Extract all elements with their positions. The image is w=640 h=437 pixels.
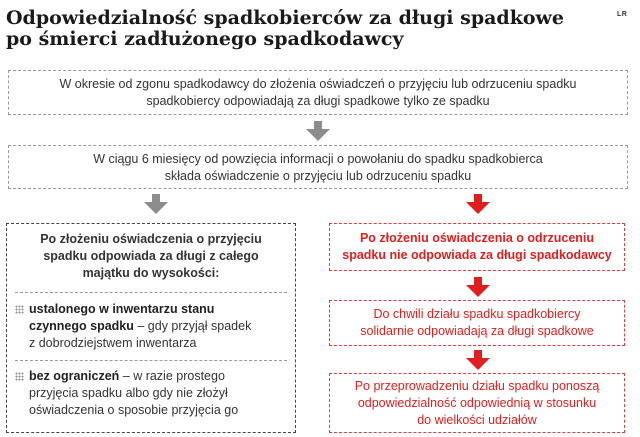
publisher-logo: LR (617, 11, 628, 18)
list-item-unlimited (15, 368, 287, 419)
item1-bold-2: czynnego spadku (29, 319, 134, 333)
box1-line-2: spadkobiercy odpowiadają za długi spadkowe tylko ze spadku (146, 94, 490, 108)
dot-grid-icon (15, 372, 24, 381)
acceptance-header-line-1: Po złożeniu oświadczenia o przyjęciu (40, 232, 262, 246)
divider (15, 360, 287, 361)
down-arrow-icon (466, 277, 490, 297)
item2-bold: bez ograniczeń (29, 369, 120, 383)
dot-grid-icon (15, 305, 24, 314)
after-division-box (329, 373, 625, 433)
info-box-six-months-declaration (8, 145, 628, 189)
down-arrow-icon (144, 194, 168, 214)
diagram-title (6, 8, 566, 50)
acceptance-box (6, 223, 296, 433)
joint-liability-box (329, 300, 625, 346)
rejection-line-2: spadku nie odpowiada za długi spadkodawcy (342, 248, 612, 262)
title-line-2: po śmierci zadłużonego spadkodawcy (6, 28, 404, 50)
item1-bold-1: ustalonego w inwentarzu stanu (29, 302, 215, 316)
acceptance-header-line-2: spadku odpowiada za długi z całego (43, 249, 259, 263)
acceptance-header-line-3: majątku do wysokości: (82, 266, 220, 280)
joint-liability-line-2: solidarnie odpowiadają za długi spadkowe (360, 324, 594, 338)
rejection-line-1: Po złożeniu oświadczenia o odrzuceniu (359, 231, 595, 245)
item2-line-2: przyjęcia spadku albo gdy nie złożył (29, 386, 228, 400)
box2-line-1: W ciągu 6 miesięcy od powzięcia informacji o powołaniu do spadku spadkobierca (93, 152, 543, 166)
rejection-box (329, 223, 625, 271)
item2-line-3: oświadczenia o sposobie przyjęcia go (29, 403, 239, 417)
after-division-line-1: Po przeprowadzeniu działu spadku ponoszą (354, 379, 600, 393)
down-arrow-icon (306, 121, 330, 141)
title-line-1: Odpowiedzialność spadkobierców za długi spadkowe (6, 7, 564, 29)
box1-line-1: W okresie od zgonu spadkodawcy do złożenia oświadczeń o przyjęciu lub odrzuceniu spadku (59, 77, 577, 91)
down-arrow-icon (466, 194, 490, 214)
info-box-period-before-declaration (8, 70, 628, 115)
item1-line-3: z dobrodziejstwem inwentarza (29, 336, 197, 350)
item2-rest-1: – w razie prostego (119, 369, 225, 383)
list-item-inventory (15, 301, 287, 352)
after-division-line-3: do wielkości udziałów (417, 413, 537, 427)
joint-liability-line-1: Do chwili działu spadku spadkobiercy (373, 307, 581, 321)
down-arrow-icon (466, 350, 490, 370)
acceptance-header (7, 231, 295, 282)
divider (15, 292, 287, 293)
item1-rest-2: – gdy przyjął spadek (133, 319, 252, 333)
after-division-line-2: odpowiedzialność odpowiednią w stosunku (357, 396, 597, 410)
box2-line-2: składa oświadczenie o przyjęciu lub odrzuceniu spadku (164, 169, 472, 183)
